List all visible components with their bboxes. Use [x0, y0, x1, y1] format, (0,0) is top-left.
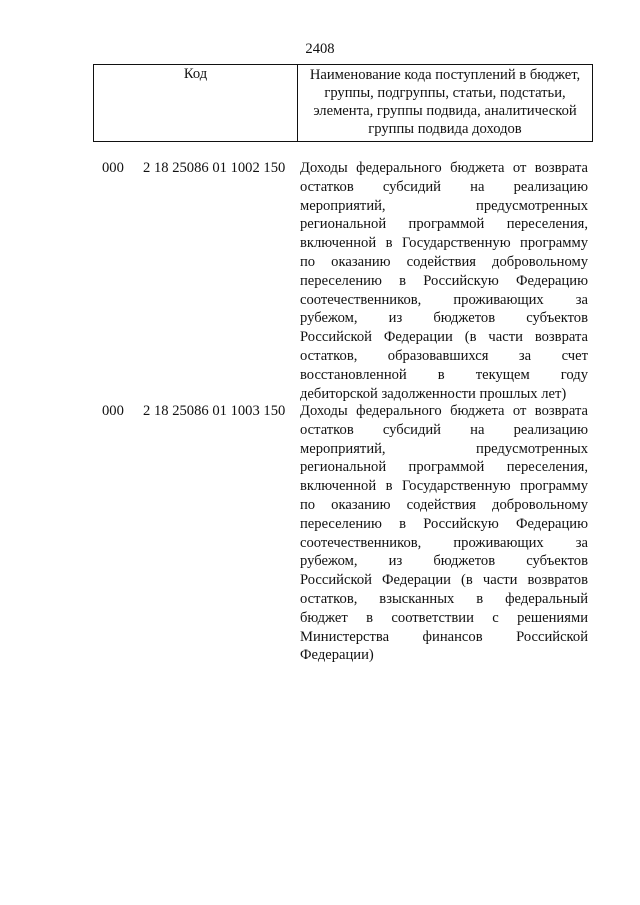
income-code: 2 18 25086 01 1003 150 [143, 403, 286, 419]
income-description [300, 402, 588, 665]
description-line: по оказанию содействия добровольному [300, 496, 588, 513]
description-line: переселению в Российскую Федерацию [300, 515, 588, 532]
admin-code: 000 [102, 160, 124, 176]
header-name-line: элемента, группы подвида, аналитической [313, 103, 577, 119]
description-line: остатков, образовавшихся за счет [300, 347, 588, 364]
description-line: региональной программой переселения, [300, 459, 588, 476]
description-line: Российской Федерации (в части возвратов [300, 572, 588, 589]
description-line: остатков, взысканных в федеральный [300, 590, 588, 607]
description-line: региональной программой переселения, [300, 216, 588, 233]
description-line: Доходы федерального бюджета от возврата [300, 403, 588, 419]
header-name-line: Наименование кода поступлений в бюджет, [309, 67, 581, 83]
description-line: по оказанию содействия добровольному [300, 253, 588, 270]
description-line: восстановленной в текущем году [300, 366, 588, 383]
table-header [93, 64, 593, 142]
description-line: Доходы федерального бюджета от возврата [300, 160, 588, 176]
page-number: 2408 [305, 41, 335, 57]
header-name-line: группы, подгруппы, статьи, подстатьи, [324, 85, 566, 101]
description-line: бюджет в соответствии с решениями [300, 609, 588, 626]
description-line: включенной в Государственную программу [300, 235, 588, 252]
description-line: Российской Федерации (в части возврата [300, 329, 588, 346]
description-line: остатков субсидий на реализацию [300, 178, 588, 195]
description-line: мероприятий, предусмотренных [300, 197, 588, 214]
description-line: рубежом, из бюджетов субъектов [300, 553, 588, 570]
description-line: соотечественников, проживающих за [300, 291, 588, 308]
header-name-column [298, 65, 592, 141]
header-code-column: Код [94, 65, 298, 141]
description-line: дебиторской задолженности прошлых лет) [300, 385, 567, 402]
description-line: рубежом, из бюджетов субъектов [300, 310, 588, 327]
income-description [300, 159, 588, 403]
description-line: переселению в Российскую Федерацию [300, 272, 588, 289]
description-line: мероприятий, предусмотренных [300, 440, 588, 457]
income-code: 2 18 25086 01 1002 150 [143, 160, 286, 176]
description-line: соотечественников, проживающих за [300, 534, 588, 551]
header-name-line: группы подвида доходов [368, 121, 522, 137]
description-line: Федерации) [300, 647, 374, 664]
admin-code: 000 [102, 403, 124, 419]
description-line: остатков субсидий на реализацию [300, 421, 588, 438]
description-line: включенной в Государственную программу [300, 478, 588, 495]
description-line: Министерства финансов Российской [300, 628, 588, 645]
